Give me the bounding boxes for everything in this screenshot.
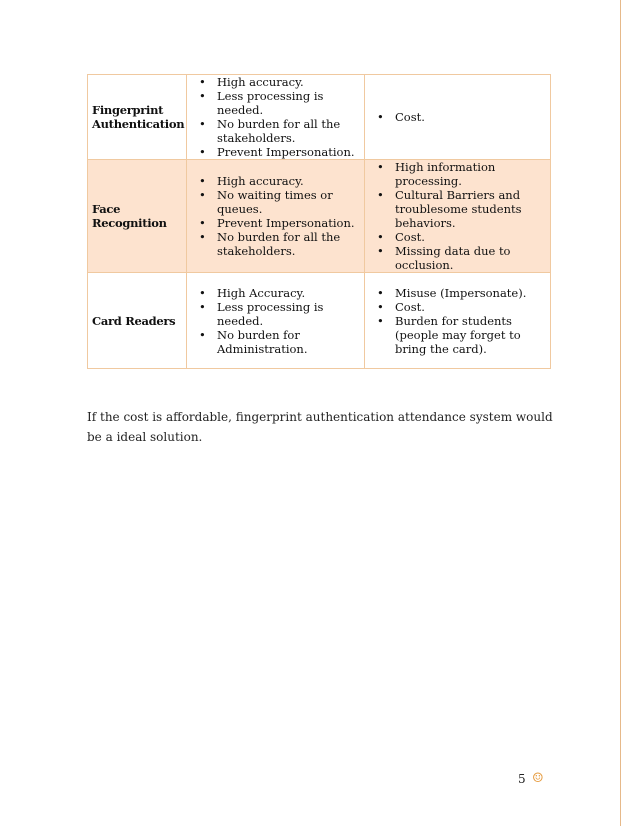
list-item: • Cost. <box>369 230 546 244</box>
table-row <box>88 273 551 369</box>
list-item: • High Accuracy. <box>191 286 360 300</box>
list-item: • Less processing is needed. <box>191 89 360 117</box>
pros-cell <box>187 75 365 160</box>
list-item: • High accuracy. <box>191 75 360 89</box>
list-item: • No waiting times or queues. <box>191 188 360 216</box>
table-row <box>88 75 551 160</box>
list-item: • Misuse (Impersonate). <box>369 286 546 300</box>
page-number: 5 <box>518 772 526 786</box>
list-item: • Missing data due to occlusion. <box>369 244 546 272</box>
list-item: • No burden for all the stakeholders. <box>191 117 360 145</box>
page-edge-line <box>620 0 621 826</box>
conclusion-paragraph: If the cost is affordable, fingerprint authentication attendance system would be a ideal solution. <box>87 410 553 444</box>
smiley-icon: ☺ <box>532 771 544 786</box>
list-item: • Less processing is needed. <box>191 300 360 328</box>
list-item: • No burden for Administration. <box>191 328 360 356</box>
table-row <box>88 160 551 273</box>
cons-cell <box>365 160 551 273</box>
list-item: • Burden for students (people may forget to bring the card). <box>369 314 546 356</box>
row-label: Face Recognition <box>88 160 187 273</box>
list-item: • High accuracy. <box>191 174 360 188</box>
list-item: • High information processing. <box>369 160 546 188</box>
list-item: • Cultural Barriers and troublesome students behaviors. <box>369 188 546 230</box>
row-label: Card Readers <box>88 273 187 369</box>
pros-cell <box>187 273 365 369</box>
list-item: • Prevent Impersonation. <box>191 145 360 159</box>
row-label: Fingerprint Authentication <box>88 75 187 160</box>
list-item: • Cost. <box>369 110 546 124</box>
pros-cell <box>187 160 365 273</box>
cons-cell <box>365 75 551 160</box>
cons-cell <box>365 273 551 369</box>
list-item: • No burden for all the stakeholders. <box>191 230 360 258</box>
comparison-table <box>87 74 551 369</box>
list-item: • Prevent Impersonation. <box>191 216 360 230</box>
list-item: • Cost. <box>369 300 546 314</box>
